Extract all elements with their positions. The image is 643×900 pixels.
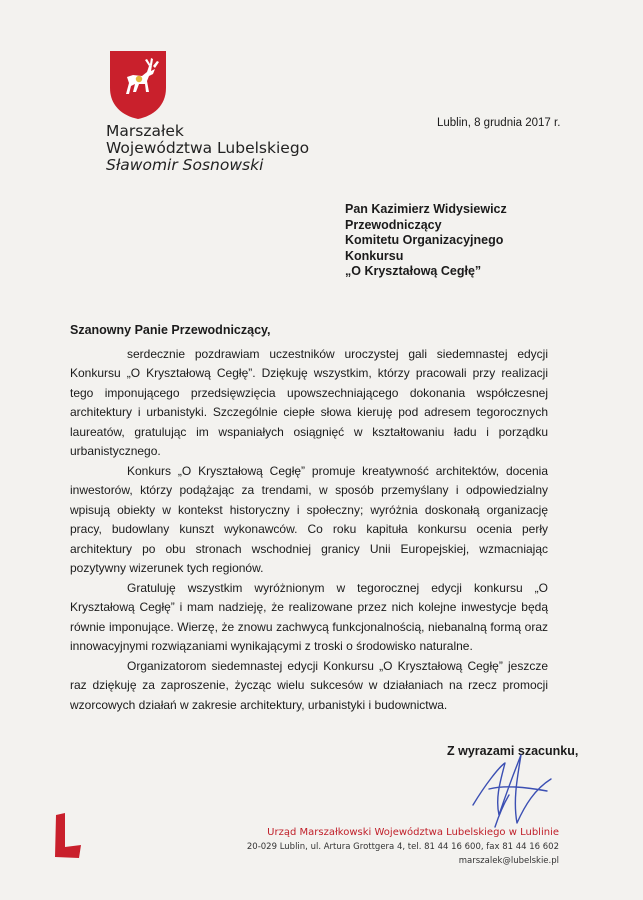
paragraph-3: Gratuluję wszystkim wyróżnionym w tegorocznej edycji konkursu „O Kryształową Cegłę” i mam nadzieję, że realizowane przez nich kolejne inwestycje będą równie imponujące. Wierzę, że znowu zachwycą funkcjonalnością, niebanalną formą oraz innowacyjnymi rozwiązaniami wynikającymi z troski o środowisko naturalne. [70,580,548,653]
letter-date: Lublin, 8 grudnia 2017 r. [437,117,561,129]
paragraph-1: serdecznie pozdrawiam uczestników uroczystej gali siedemnastej edycji Konkursu „O Kryształową Cegłę”. Dziękuję wszystkim, którzy pracowali przy realizacji tego imponującego przedsięwzięcia upowszechniającego dokonania współczesnej architektury i urbanistyki. Szczególnie ciepłe słowa kieruję pod adresem tegorocznych laureatów, gratulując im wspaniałych osiągnięć w kształtowaniu ładu i porządku urbanistycznego. [70,346,548,458]
lubelskie-l-logo [53,813,83,859]
paragraph-2: Konkurs „O Kryształową Cegłę” promuje kreatywność architektów, docenia inwestorów, którzy podążając za trendami, w sposób przemyślany i odpowiedzialny wpisują obiekty w kontekst historyczny i społeczny; wyróżnia doskonałą organizację pracy, budowlany kunszt wykonawców. Co roku kapituła konkursu ocenia perły architektury po obu stronach wschodniej granicy Unii Europejskiej, wzmacniając pozytywny wizerunek tych regionów. [70,463,548,575]
salutation: Szanowny Panie Przewodniczący, [70,323,271,337]
letter-body [70,321,548,715]
office-name: Urząd Marszałkowski Województwa Lubelskiego w Lublinie [267,827,559,838]
sender-title-line2: Województwa Lubelskiego [106,139,310,157]
sender-name: Sławomir Sosnowski [106,156,264,174]
recipient-line-2: Przewodniczący [345,217,442,232]
office-email[interactable]: marszalek@lubelskie.pl [458,856,559,866]
crest-icon [109,50,167,120]
recipient-line-4: Konkursu [345,248,404,263]
sender-block [106,123,309,174]
handwritten-signature [455,745,565,835]
recipient-line-5: „O Kryształową Cegłę” [345,264,482,278]
office-address: 20-029 Lublin, ul. Artura Grottgera 4, tel. 81 44 16 600, fax 81 44 16 602 [246,842,559,852]
closing-phrase: Z wyrazami szacunku, [447,744,579,758]
paragraph-4: Organizatorom siedemnastej edycji Konkursu „O Kryształową Cegłę” jeszcze raz dziękuję za zaproszenie, życząc wielu sukcesów w działaniach na rzecz promocji wzorcowych działań w zakresie architektury, urbanistyki i budownictwa. [70,658,548,712]
recipient-block [345,202,507,280]
office-footer [247,826,559,868]
recipient-line-1: Pan Kazimierz Widysiewicz [345,202,507,216]
recipient-line-3: Komitetu Organizacyjnego [345,233,504,247]
sender-title-line1: Marszałek [106,122,184,140]
